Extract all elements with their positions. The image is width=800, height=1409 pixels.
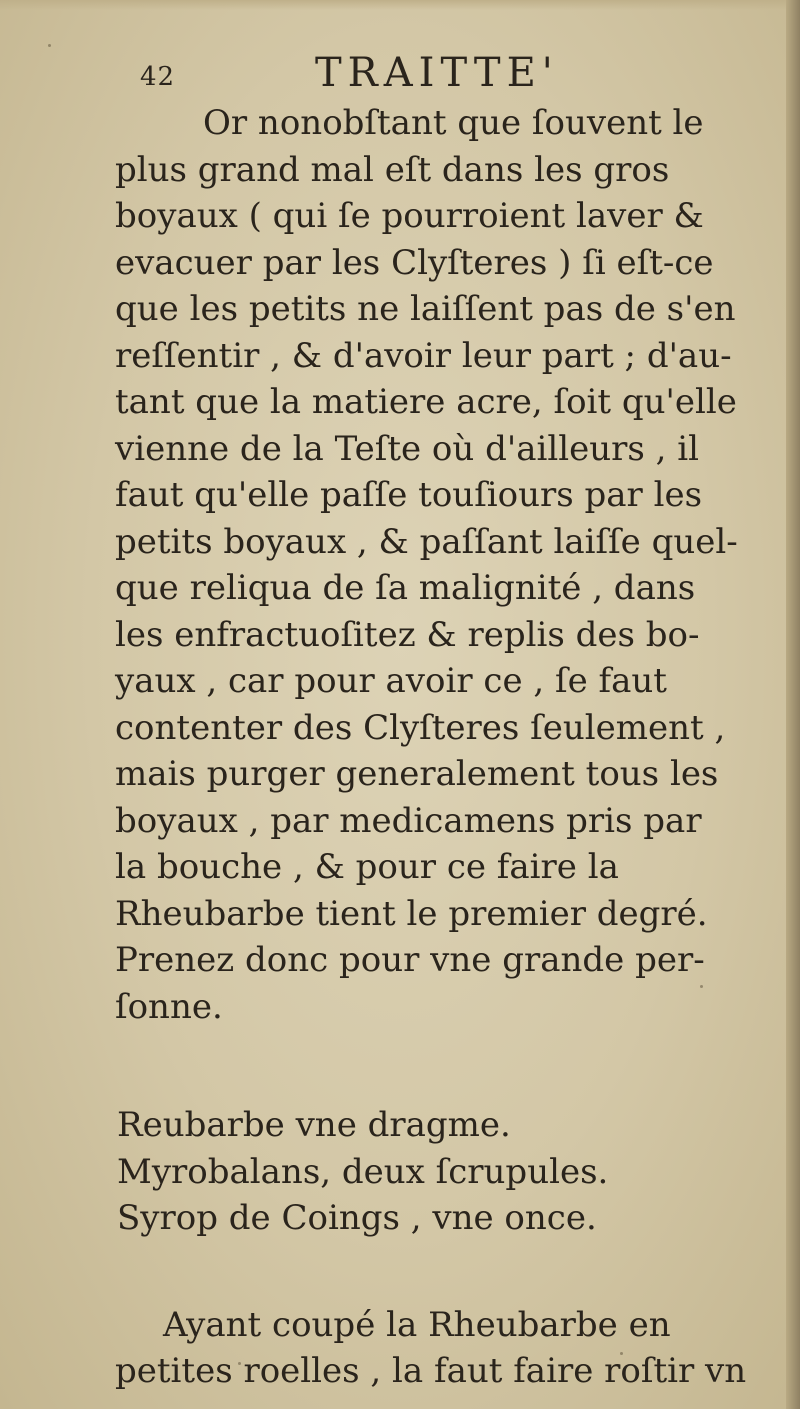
text-line: faut qu'elle paſſe touſiours par les [115, 475, 703, 515]
running-head: TRAITTE' [315, 50, 559, 96]
body-text [115, 100, 747, 1395]
text-line: evacuer par les Clyſteres ) ſi eſt-ce [115, 242, 714, 283]
text-line: Or nonobſtant que ſouvent le [203, 103, 704, 143]
text-line: ſonne. [115, 986, 223, 1027]
text-line: la bouche , & pour ce faire la [115, 847, 619, 887]
text-line: mais purger generalement tous les [115, 754, 719, 794]
page-number: 42 [140, 62, 176, 92]
recipe-item: Myrobalans, deux ſcrupules. [117, 1151, 609, 1192]
text-line: plus grand mal eſt dans les gros [115, 149, 670, 190]
text-line: vienne de la Teſte où d'ailleurs , il [115, 428, 699, 469]
page-top-edge [0, 0, 800, 10]
paragraph-2 [115, 1302, 747, 1395]
ink-speck [48, 44, 51, 47]
page-header [140, 50, 760, 100]
text-line: tant que la matiere acre, ſoit qu'elle [115, 382, 737, 422]
recipe-list [115, 1102, 735, 1242]
text-line: petits boyaux , & paſſant laiſſe quel- [115, 521, 738, 562]
text-line: reſſentir , & d'avoir leur part ; d'au- [115, 335, 732, 376]
text-line: petites roelles , la faut faire roſtir vn [115, 1351, 747, 1391]
text-line: Prenez donc pour vne grande per- [115, 940, 705, 980]
text-line: yaux , car pour avoir ce , ſe faut [115, 661, 667, 701]
text-line: que les petits ne laiſſent pas de s'en [115, 289, 736, 329]
text-line: boyaux , par medicamens pris par [115, 800, 702, 841]
text-line: boyaux ( qui ſe pourroient laver & [115, 196, 704, 236]
text-line: Ayant coupé la Rheubarbe en [163, 1304, 671, 1345]
paragraph-1 [115, 100, 738, 1030]
text-line: Rheubarbe tient le premier degré. [115, 893, 708, 934]
page-right-edge [786, 0, 800, 1409]
recipe-item: Reubarbe vne dragme. [117, 1105, 511, 1145]
recipe-item: Syrop de Coings , vne once. [117, 1198, 597, 1238]
text-line: contenter des Clyſteres ſeulement , [115, 707, 726, 748]
text-line: les enfractuoſitez & replis des bo- [115, 614, 700, 655]
text-line: que reliqua de ſa malignité , dans [115, 568, 696, 608]
